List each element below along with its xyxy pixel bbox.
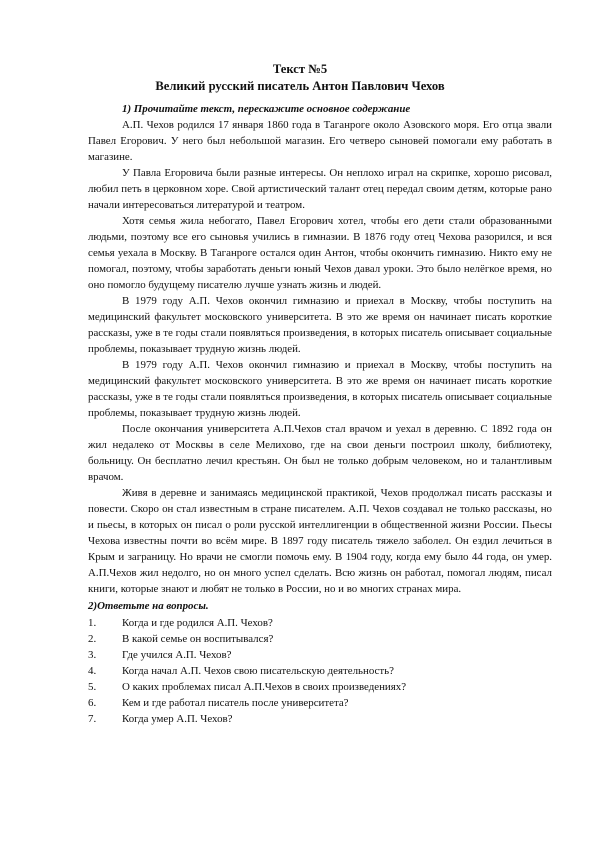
question-text: Когда и где родился А.П. Чехов?	[122, 617, 273, 629]
paragraph: У Павла Егоровича были разные интересы. Он неплохо играл на скрипке, хорошо рисовал, любил петь в церковном хоре. Свой артистический талант отец передал своим детям, которые рано начали интересоваться литературой и театром.	[88, 167, 552, 211]
task-1-heading: 1) Прочитайте текст, перескажите основное содержание	[122, 103, 411, 115]
question-item	[88, 663, 552, 679]
question-item	[88, 615, 552, 631]
question-number: 5.	[88, 681, 97, 693]
question-number: 6.	[88, 697, 97, 709]
paragraph: После окончания университета А.П.Чехов стал врачом и уехал в деревню. С 1892 года он жил недалеко от Москвы в селе Мелихово, где на свои деньги построил школу, библиотеку, больницу. Он бесплатно лечил крестьян. Он был не только добрым человеком, но и талантливым врачом.	[88, 423, 552, 483]
question-item	[88, 679, 552, 695]
question-text: Когда начал А.П. Чехов свою писательскую деятельность?	[122, 665, 394, 677]
question-text: Где учился А.П. Чехов?	[122, 649, 232, 661]
document-body	[88, 101, 552, 727]
question-number: 4.	[88, 665, 97, 677]
question-item	[88, 695, 552, 711]
title-block	[80, 61, 520, 95]
questions-list	[88, 615, 552, 727]
question-text: Кем и где работал писатель после университета?	[122, 697, 349, 709]
question-item	[88, 711, 552, 727]
paragraph: В 1979 году А.П. Чехов окончил гимназию и приехал в Москву, чтобы поступить на медицинский факультет московского университета. В это же время он начинает писать короткие рассказы, уже в те годы стали появляться произведения, в которых писатель описывает социальные проблемы, показывает трудную жизнь людей.	[88, 295, 552, 355]
paragraph: Хотя семья жила небогато, Павел Егорович хотел, чтобы его дети стали образованными людьми, поэтому все его сыновья учились в гимназии. В 1876 году отец Чехова разорился, и вся семья уехала в Москву. В Таганроге остался один Антон, чтобы окончить гимназию. Никто ему не помогал, поэтому, чтобы заработать деньги юный Чехов давал уроки. Это было нелёгкое время, но оно помогло будущему писателю лучше узнать жизнь и людей.	[88, 215, 552, 291]
question-number: 3.	[88, 649, 97, 661]
question-text: Когда умер А.П. Чехов?	[122, 713, 233, 725]
question-number: 1.	[88, 617, 97, 629]
paragraph: А.П. Чехов родился 17 января 1860 года в Таганроге около Азовского моря. Его отца звали Павел Егорович. У него был небольшой магазин. Его четверо сыновей помогали ему работать в магазине.	[88, 119, 552, 163]
question-text: О каких проблемах писал А.П.Чехов в своих произведениях?	[122, 681, 407, 693]
paragraph: Живя в деревне и занимаясь медицинской практикой, Чехов продолжал писать рассказы и повести. Скоро он стал известным в стране писателем. А.П. Чехов создавал не только рассказы, но и пьесы, в которых он писал о роли русской интеллигенции в общественной жизни России. Пьесы Чехова известны почти во всём мире. В 1897 году писатель тяжело заболел. Он ездил лечиться в Крым и заграницу. Но врачи не смогли помочь ему. В 1904 году, когда ему было 44 года, он умер. А.П.Чехов жил недолго, но он много успел сделать. Всю жизнь он работал, помогал людям, писал книги, которые знают и любят не только в России, но и во многих странах мира.	[88, 487, 552, 595]
document-title: Великий русский писатель Антон Павлович Чехов	[155, 79, 445, 93]
question-text: В какой семье он воспитывался?	[122, 633, 274, 645]
task-2-heading: 2)Ответьте на вопросы.	[88, 600, 209, 612]
question-number: 2.	[88, 633, 97, 645]
text-number-title: Текст №5	[272, 62, 328, 76]
question-item	[88, 631, 552, 647]
question-item	[88, 647, 552, 663]
question-number: 7.	[88, 713, 97, 725]
paragraph: В 1979 году А.П. Чехов окончил гимназию и приехал в Москву, чтобы поступить на медицинский факультет московского университета. В это же время он начинает писать короткие рассказы, уже в те годы стали появляться произведения, в которых писатель описывает социальные проблемы, показывает трудную жизнь людей.	[88, 359, 552, 419]
